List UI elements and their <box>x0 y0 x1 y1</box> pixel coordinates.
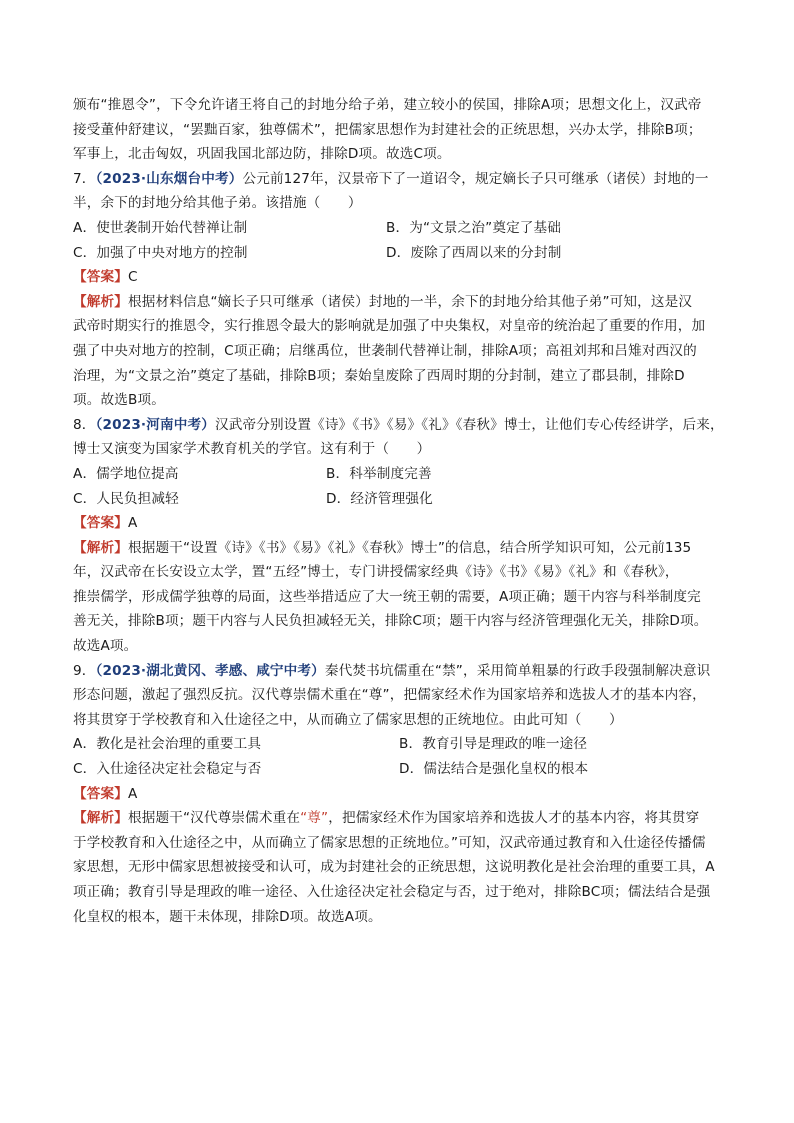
question-number: 8． <box>73 416 96 433</box>
option-a: A．使世袭制开始代替禅让制 <box>73 219 248 236</box>
question-8-options-row-1 <box>73 462 723 487</box>
question-7-options-row-1 <box>73 216 723 241</box>
question-8-options-row-2 <box>73 487 723 512</box>
option-d: D．废除了西周以来的分封制 <box>386 244 562 261</box>
question-7-analysis-line-1 <box>73 290 723 315</box>
question-7-analysis-line-4: 治理，为“文景之治”奠定了基础，排除B项；秦始皇废除了西周时期的分封制，建立了郡县制，排除D <box>73 367 685 384</box>
question-9-analysis-line-5: 化皇权的根本，题干未体现，排除D项。故选A项。 <box>73 908 382 925</box>
question-number: 9． <box>73 662 96 679</box>
question-source: （2023·湖北黄冈、孝感、咸宁中考） <box>95 662 325 679</box>
option-b: B．教育引导是理政的唯一途径 <box>399 736 588 753</box>
option-a: A．儒学地位提高 <box>73 465 179 482</box>
question-9-analysis-line-4: 项正确；教育引导是理政的唯一途径、入仕途径决定社会稳定与否，过于绝对，排除BC项；儒法结合是强 <box>73 884 711 900</box>
option-a: A．教化是社会治理的重要工具 <box>73 736 262 753</box>
analysis-continuation-line-3: 军事上，北击匈奴，巩固我国北部边防，排除D项。故选C项。 <box>73 146 451 163</box>
question-9-options-row-1 <box>73 732 723 757</box>
question-8-analysis-line-5: 故选A项。 <box>73 638 138 655</box>
option-c: C．入仕途径决定社会稳定与否 <box>73 761 262 778</box>
analysis-text: 根据题干“设置《诗》《书》《易》《礼》《春秋》博士”的信息，结合所学知识可知，公元前135 <box>127 539 692 556</box>
option-b: B．科举制度完善 <box>326 465 432 482</box>
analysis-text: 根据题干“汉代尊崇儒术重在 <box>127 810 301 827</box>
analysis-continuation-line-2: 接受董仲舒建议，“罢黜百家，独尊儒术”，把儒家思想作为封建社会的正统思想，兴办太学，排除B项； <box>73 121 702 138</box>
answer-value: A <box>127 785 138 802</box>
question-9-stem-line-1 <box>73 659 723 684</box>
analysis-text-cont: ，把儒家经术作为国家培养和选拔人才的基本内容，将其贯穿 <box>328 810 700 827</box>
question-7-analysis-line-5: 项。故选B项。 <box>73 392 165 409</box>
question-9-analysis-line-1 <box>73 806 723 831</box>
analysis-tag: 【解析】 <box>73 810 128 827</box>
question-8-answer <box>73 511 723 536</box>
analysis-tag: 【解析】 <box>73 293 128 310</box>
question-7-analysis-line-2: 武帝时期实行的推恩令，实行推恩令最大的影响就是加强了中央集权，对皇帝的统治起了重要的作用，加 <box>73 318 706 335</box>
question-8-analysis-line-3: 推崇儒学，形成儒学独尊的局面，这些举措适应了大一统王朝的需要，A项正确；题干内容与科举制度完 <box>73 588 701 605</box>
option-c: C．人民负担减轻 <box>73 490 179 507</box>
document-content <box>73 93 723 929</box>
option-c: C．加强了中央对地方的控制 <box>73 244 248 261</box>
question-7-answer <box>73 265 723 290</box>
question-9-analysis-line-3: 家思想，无形中儒家思想被接受和认可，成为封建社会的正统思想，这说明教化是社会治理的重要工具，A <box>73 859 715 876</box>
question-source: （2023·山东烟台中考） <box>95 170 243 187</box>
question-8-analysis-line-2: 年，汉武帝在长安设立太学，置“五经”博士，专门讲授儒家经典《诗》《书》《易》《礼》和《春秋》， <box>73 564 679 581</box>
question-stem-text: 公元前127年，汉景帝下了一道诏令，规定嫡长子只可继承（诸侯）封地的一 <box>242 170 709 187</box>
question-stem-text: 秦代焚书坑儒重在“禁”，采用简单粗暴的行政手段强制解决意识 <box>324 662 711 679</box>
question-9-stem-line-2: 形态问题，激起了强烈反抗。汉代尊崇儒术重在“尊”，把儒家经术作为国家培养和选拔人才的基本内容， <box>73 687 706 704</box>
question-source: （2023·河南中考） <box>95 416 215 433</box>
question-9-stem-line-3: 将其贯穿于学校教育和入仕途径之中，从而确立了儒家思想的正统地位。由此可知（ ） <box>73 711 623 728</box>
analysis-tag: 【解析】 <box>73 539 128 556</box>
question-stem-text: 汉武帝分别设置《诗》《书》《易》《礼》《春秋》博士，让他们专心传经讲学，后来， <box>214 416 724 433</box>
analysis-text: 根据材料信息“嫡长子只可继承（诸侯）封地的一半，余下的封地分给其他子弟”可知，这是汉 <box>127 293 693 310</box>
answer-value: C <box>127 269 138 286</box>
question-8-stem-line-1 <box>73 413 723 438</box>
question-9-options-row-2 <box>73 757 723 782</box>
answer-tag: 【答案】 <box>73 515 128 532</box>
question-8-analysis-line-4: 善无关，排除B项；题干内容与人民负担减轻无关，排除C项；题干内容与经济管理强化无关，排除D项。 <box>73 613 708 630</box>
question-7-analysis-line-3: 强了中央对地方的控制，C项正确；启继禹位，世袭制代替禅让制，排除A项；高祖刘邦和吕雉对西汉的 <box>73 342 697 359</box>
question-8-analysis-line-1 <box>73 536 723 561</box>
answer-tag: 【答案】 <box>73 269 128 286</box>
highlighted-quote: “尊” <box>300 810 329 827</box>
question-7-stem-line-1 <box>73 167 723 192</box>
option-b: B．为“文景之治”奠定了基础 <box>386 219 562 236</box>
question-9-answer <box>73 782 723 807</box>
question-7-stem-line-2: 半，余下的封地分给其他子弟。该措施（ ） <box>73 195 362 212</box>
option-d: D．儒法结合是强化皇权的根本 <box>399 761 589 778</box>
question-9-analysis-line-2: 于学校教育和入仕途径之中，从而确立了儒家思想的正统地位。”可知，汉武帝通过教育和入仕途径传播儒 <box>73 834 706 851</box>
question-8-stem-line-2: 博士又演变为国家学术教育机关的学官。这有利于（ ） <box>73 441 431 458</box>
option-d: D．经济管理强化 <box>326 490 433 507</box>
question-7-options-row-2 <box>73 241 723 266</box>
analysis-continuation-line-1: 颁布“推恩令”，下令允许诸王将自己的封地分给子弟，建立较小的侯国，排除A项；思想文化上，汉武帝 <box>73 97 702 113</box>
question-number: 7． <box>73 170 96 187</box>
answer-tag: 【答案】 <box>73 785 128 802</box>
answer-value: A <box>127 515 138 532</box>
